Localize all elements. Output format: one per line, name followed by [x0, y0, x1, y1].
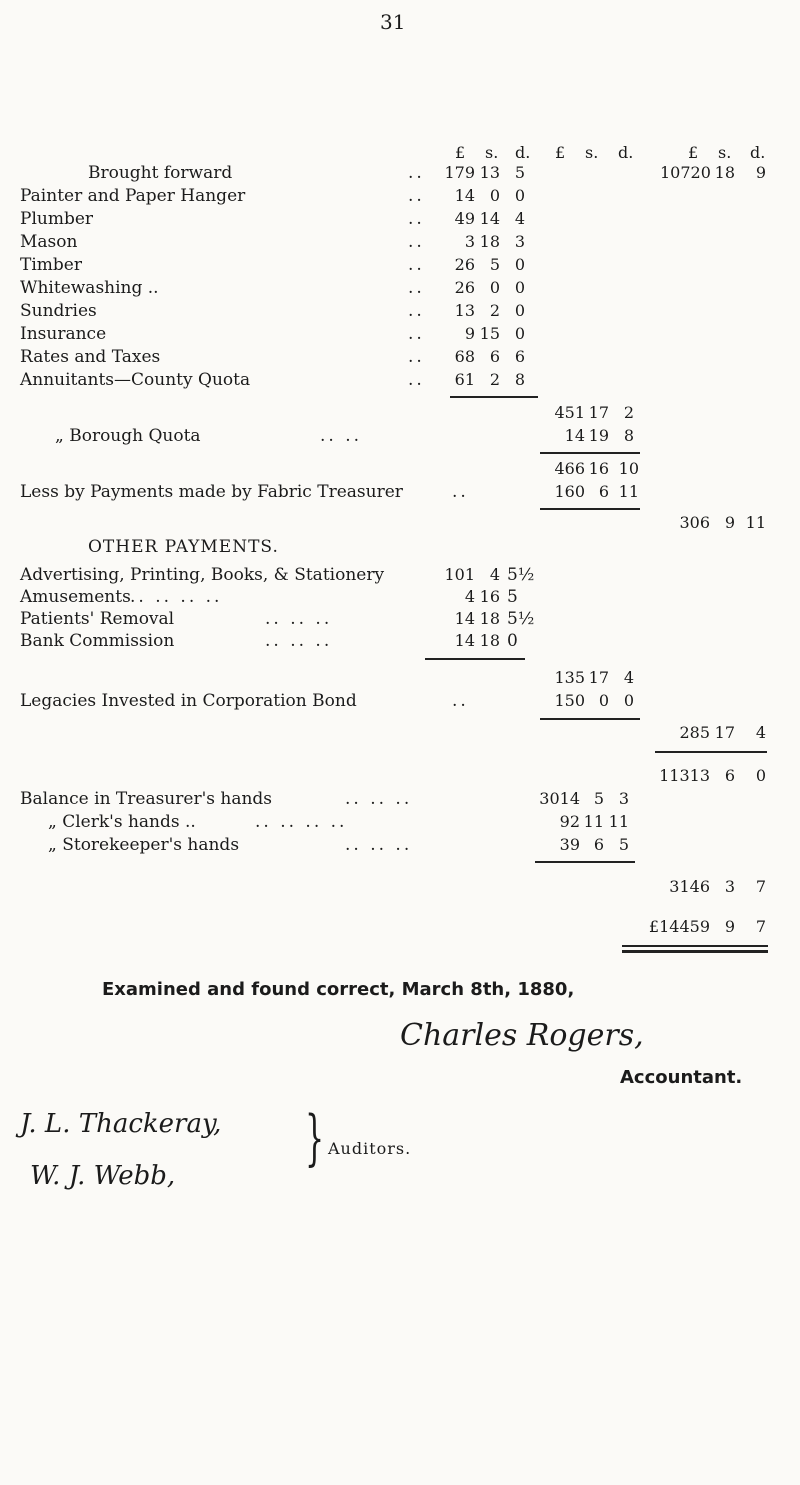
col3-pounds-header: £: [688, 143, 699, 162]
ledger-page: 31 £ s. d. £ s. d. £ s. d. Brought forward .. 179 13 5 10720 18 9 Painter and Paper Hanger 14 0 0 Plumber 49 14 4 Mason 3 18 3 Timber 26 5 0 Whitewashing .. 26 0 0 Sundries 13 2 0 Insurance 9 15 0 Rates and Taxes 68 6 6 Annuitants—County Quota 61 2 8 .. .. .. .. .. .. .. .. .. 451 17 2 „ Borough Quota .. .. 14 19 8 466 16 10 Less by Payments made by Fabric Treasurer .. 160 6 11 306 9 11 OTHER PAYMENTS. Advertising, Printing, Books, & Stationery 101 4 5½ Amusements .. .. .. .. 4 16 5 Patients' Removal .. .. .. 14 18 5½ Bank Commission .. .. .. 14 18 0 135 17 4 Legacies Invested in Corporation Bond .. 150 0 0 285 17 4 11313 6 0 Balance in Treasurer's hands .. .. .. 3014 5 3 „ Clerk's hands .. .. .. .. .. 92 11 11 „ Storekeeper's hands .. .. .. 39 6 5 3146 3 7 £14459 9 7 Examined and found correct, March 8th, 1880, Charles Rogers, Accountant. J. L. Thackeray, W. J. Webb, } Auditors.: [20, 10, 766, 1191]
item-shillings: 14: [479, 209, 500, 228]
item-shillings: 2: [489, 301, 500, 320]
net1-pence: 11: [745, 513, 766, 532]
auditor-signature: W. J. Webb,: [30, 1161, 176, 1191]
item-label: Whitewashing ..: [20, 278, 159, 298]
subtotal3-pence: 0: [755, 766, 766, 785]
subtotal2-pence: 10: [618, 459, 639, 478]
item-pence: 6: [514, 347, 525, 366]
borough-quota-label: „ Borough Quota: [55, 426, 201, 446]
other-payments-heading: OTHER PAYMENTS.: [88, 537, 279, 557]
item-shillings: 2: [489, 370, 500, 389]
subtotal1-pounds: 451: [554, 403, 585, 422]
balance-pence: 3: [618, 789, 629, 808]
other-item-label: Patients' Removal: [20, 609, 175, 629]
col2-shillings-header: s.: [585, 143, 599, 162]
balance-label: „ Clerk's hands ..: [48, 812, 196, 832]
rule: [622, 945, 768, 947]
borough-shillings: 19: [588, 426, 609, 445]
rule: [540, 718, 640, 720]
grand-total-shillings: 9: [724, 917, 735, 936]
other-total-shillings: 17: [588, 668, 609, 687]
net2-pounds: 285: [679, 723, 710, 742]
balance-shillings: 11: [583, 812, 604, 831]
item-shillings: 0: [489, 186, 500, 205]
subtotal2-pounds: 466: [554, 459, 585, 478]
net2-shillings: 17: [714, 723, 735, 742]
rule: [540, 508, 640, 510]
item-pounds: 26: [454, 255, 475, 274]
fabric-pounds: 160: [554, 482, 585, 501]
item-pence: 3: [514, 232, 525, 251]
item-label: Timber: [20, 255, 82, 275]
subtotal1-shillings: 17: [588, 403, 609, 422]
item-pounds: 3: [464, 232, 475, 251]
balance-label: „ Storekeeper's hands: [48, 835, 240, 855]
fabric-shillings: 6: [598, 482, 609, 501]
item-label: Annuitants—County Quota: [20, 370, 251, 390]
item-shillings: 0: [489, 278, 500, 297]
bf-col3-shillings: 18: [714, 163, 735, 182]
item-pence: 4: [514, 209, 525, 228]
brought-forward-label: Brought forward: [88, 163, 233, 183]
item-pounds: 13: [454, 301, 475, 320]
item-shillings: 15: [479, 324, 500, 343]
borough-pence: 8: [623, 426, 634, 445]
balance-label: Balance in Treasurer's hands: [20, 789, 273, 809]
auditors-label: Auditors.: [328, 1139, 412, 1158]
balance-pounds: 3014: [539, 789, 580, 808]
subtotal3-pounds: 11313: [659, 766, 710, 785]
item-pence: 0: [514, 301, 525, 320]
subtotal3-shillings: 6: [724, 766, 735, 785]
rule: [450, 396, 538, 398]
auditors-brace: }: [305, 1103, 325, 1173]
item-pounds: 49: [454, 209, 475, 228]
bf-col3-pounds: 10720: [660, 163, 711, 182]
other-item-pounds: 14: [454, 609, 475, 628]
col2-pence-header: d.: [618, 143, 634, 162]
legacies-shillings: 0: [598, 691, 609, 710]
bf-col3-pence: 9: [755, 163, 766, 182]
accountant-title: Accountant.: [620, 1067, 743, 1088]
item-label: Plumber: [20, 209, 94, 229]
other-item-pounds: 14: [454, 631, 475, 650]
other-item-pence: 0: [507, 631, 518, 651]
col1-pounds-header: £: [455, 143, 466, 162]
item-pounds: 14: [454, 186, 475, 205]
balance-pence: 11: [608, 812, 629, 831]
item-pence: 0: [514, 186, 525, 205]
item-label: Sundries: [20, 301, 97, 321]
auditor-signature: J. L. Thackeray,: [20, 1109, 222, 1139]
item-label: Insurance: [20, 324, 107, 344]
subtotal1-pence: 2: [623, 403, 634, 422]
bf-shillings: 13: [479, 163, 500, 182]
grand-total-pence: 7: [755, 917, 766, 936]
rule: [425, 658, 525, 660]
other-item-pounds: 4: [464, 587, 475, 606]
item-label: Rates and Taxes: [20, 347, 161, 367]
col2-pounds-header: £: [555, 143, 566, 162]
col1-shillings-header: s.: [485, 143, 499, 162]
rule: [655, 751, 767, 753]
col1-pence-header: d.: [515, 143, 531, 162]
certification-text: Examined and found correct, March 8th, 1880,: [102, 979, 575, 1000]
other-item-shillings: 16: [479, 587, 500, 606]
col3-pence-header: d.: [750, 143, 766, 162]
balance-shillings: 5: [593, 789, 604, 808]
balance-shillings: 6: [593, 835, 604, 854]
other-item-shillings: 18: [479, 631, 500, 650]
balance-total-pence: 7: [755, 877, 766, 896]
item-pounds: 68: [454, 347, 475, 366]
item-pounds: 61: [454, 370, 475, 389]
legacies-pounds: 150: [554, 691, 585, 710]
other-item-pence: 5½: [507, 565, 535, 585]
other-total-pence: 4: [623, 668, 634, 687]
item-pence: 0: [514, 324, 525, 343]
other-item-pence: 5: [507, 587, 518, 607]
other-item-label: Bank Commission: [20, 631, 175, 651]
leader-dots: ..: [408, 163, 425, 183]
net2-pence: 4: [755, 723, 766, 742]
rule: [622, 950, 768, 953]
rule: [540, 452, 640, 454]
borough-pounds: 14: [564, 426, 585, 445]
other-item-pence: 5½: [507, 609, 535, 629]
bf-pounds: 179: [444, 163, 475, 182]
rule: [535, 861, 635, 863]
legacies-label: Legacies Invested in Corporation Bond: [20, 691, 357, 711]
item-pence: 8: [514, 370, 525, 389]
item-pounds: 26: [454, 278, 475, 297]
legacies-pence: 0: [623, 691, 634, 710]
fabric-label: Less by Payments made by Fabric Treasurer: [20, 482, 403, 502]
balance-pounds: 39: [559, 835, 580, 854]
balance-total-pounds: 3146: [669, 877, 710, 896]
page-number: 31: [380, 10, 406, 34]
other-item-shillings: 18: [479, 609, 500, 628]
item-pence: 0: [514, 255, 525, 274]
item-shillings: 18: [479, 232, 500, 251]
item-label: Painter and Paper Hanger: [20, 186, 246, 206]
grand-total-pounds: £14459: [648, 917, 710, 936]
fabric-pence: 11: [618, 482, 639, 501]
other-item-label: Advertising, Printing, Books, & Stationery: [20, 565, 385, 585]
balance-pence: 5: [618, 835, 629, 854]
col3-shillings-header: s.: [718, 143, 732, 162]
net1-pounds: 306: [679, 513, 710, 532]
other-item-shillings: 4: [489, 565, 500, 584]
item-shillings: 5: [489, 255, 500, 274]
item-shillings: 6: [489, 347, 500, 366]
other-total-pounds: 135: [554, 668, 585, 687]
balance-total-shillings: 3: [724, 877, 735, 896]
bf-pence: 5: [514, 163, 525, 182]
other-item-pounds: 101: [444, 565, 475, 584]
net1-shillings: 9: [724, 513, 735, 532]
item-pounds: 9: [464, 324, 475, 343]
other-item-label: Amusements: [20, 587, 131, 607]
item-label: Mason: [20, 232, 78, 252]
balance-pounds: 92: [559, 812, 580, 831]
accountant-signature: Charles Rogers,: [400, 1018, 644, 1053]
item-pence: 0: [514, 278, 525, 297]
subtotal2-shillings: 16: [588, 459, 609, 478]
